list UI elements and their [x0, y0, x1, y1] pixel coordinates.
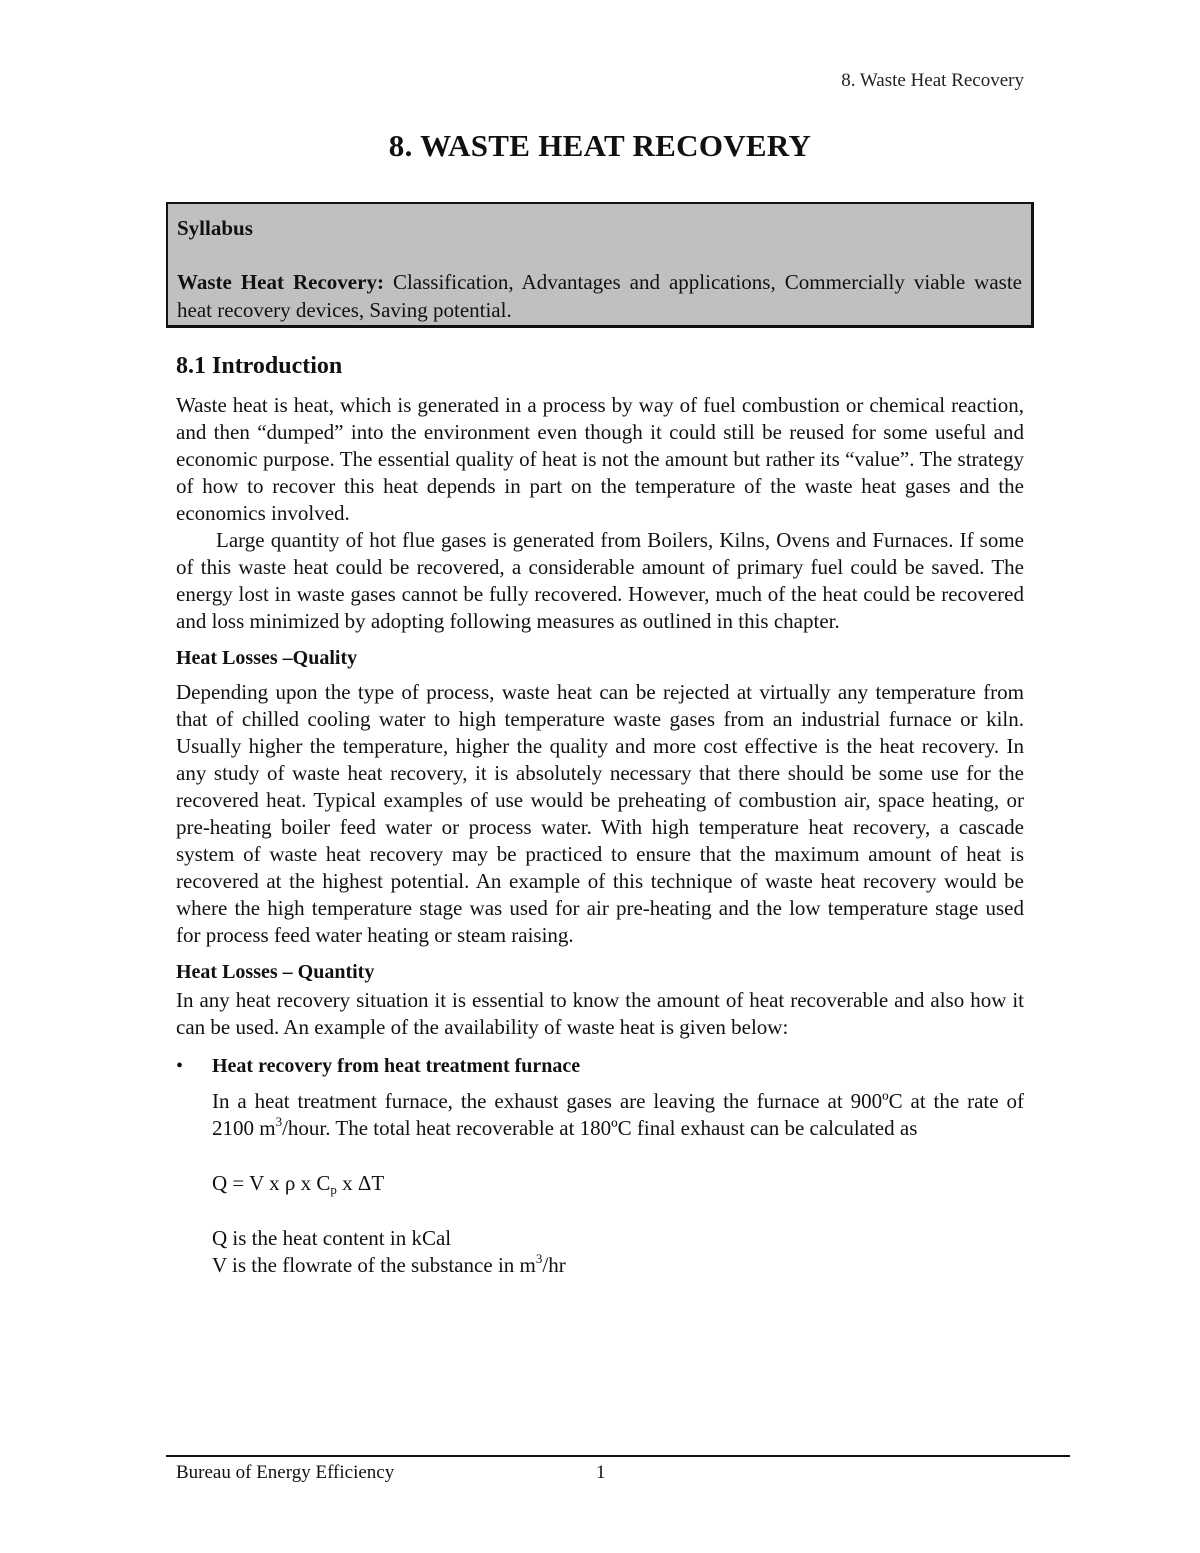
example-text-part-b: /hour. The total heat recoverable at 180ºC final exhaust can be calculated as	[282, 1116, 918, 1140]
bullet-icon: •	[176, 1055, 184, 1077]
example-heading: Heat recovery from heat treatment furnace	[212, 1055, 581, 1077]
intro-paragraph-1: Waste heat is heat, which is generated in a process by way of fuel combustion or chemical reaction, and then “dumped” into the environment even though it could still be reused for some useful and economic purpose. The essential quality of heat is not the amount but rather its “value”. The strategy of how to recover this heat depends in part on the temperature of the waste heat gases and the economics involved.	[176, 393, 1024, 525]
main-content	[176, 350, 1024, 1279]
example-paragraph	[212, 1088, 1024, 1142]
footer-organization: Bureau of Energy Efficiency	[176, 1462, 395, 1483]
subheading-quantity: Heat Losses – Quantity	[176, 961, 375, 983]
syllabus-text	[177, 268, 1022, 324]
formula-part-a: Q = V x ρ x C	[212, 1171, 331, 1195]
definition-v-superscript: 3	[535, 1251, 543, 1266]
intro-paragraph-2: Large quantity of hot flue gases is generated from Boilers, Kilns, Ovens and Furnaces. If some of this waste heat could be recovered, a considerable amount of primary fuel could be saved. The energy lost in waste gases cannot be fully recovered. However, much of the heat could be recovered and loss minimized by adopting following measures as outlined in this chapter.	[176, 528, 1024, 633]
heat-formula	[212, 1170, 1024, 1197]
syllabus-title: Syllabus	[177, 216, 253, 240]
quality-paragraph: Depending upon the type of process, waste heat can be rejected at virtually any temperature from that of chilled cooling water to high temperature waste gases from an industrial furnace or kiln. Usually higher the temperature, higher the quality and more cost effective is the heat recovery. In any study of waste heat recovery, it is absolutely necessary that there should be some use for the recovered heat. Typical examples of use would be preheating of combustion air, space heating, or pre-heating boiler feed water or process water. With high temperature heat recovery, a cascade system of waste heat recovery may be practiced to ensure that the maximum amount of heat is recovered at the highest potential. An example of this technique of waste heat recovery would be where the high temperature stage was used for air pre-heating and the low temperature stage used for process feed water heating or steam raising.	[176, 680, 1024, 947]
footer-divider	[166, 1455, 1070, 1457]
footer-page-number: 1	[596, 1462, 606, 1483]
syllabus-topic-label: Waste Heat Recovery:	[177, 270, 384, 294]
section-heading-introduction: 8.1 Introduction	[176, 353, 343, 379]
definition-q: Q is the heat content in kCal	[212, 1226, 452, 1250]
example-body	[212, 1088, 1024, 1279]
example-bullet-item	[176, 1053, 1024, 1080]
example-text-part-a: In a heat treatment furnace, the exhaust gases are leaving the furnace at 900ºC at the rate of 2100 m	[212, 1089, 1024, 1140]
syllabus-box	[166, 202, 1034, 328]
chapter-title: 8. WASTE HEAT RECOVERY	[388, 128, 812, 163]
definition-v-part-b: /hr	[542, 1253, 566, 1277]
formula-part-b: x ΔT	[336, 1171, 385, 1195]
example-text-superscript: 3	[275, 1114, 283, 1129]
running-header: 8. Waste Heat Recovery	[841, 70, 1024, 91]
formula-subscript: p	[330, 1182, 337, 1197]
syllabus-topic-text: Classification, Advantages and applications, Commercially viable waste heat recovery devices, Saving potential.	[177, 270, 1022, 322]
definition-v-part-a: V is the flowrate of the substance in m	[212, 1253, 536, 1277]
quantity-paragraph: In any heat recovery situation it is essential to know the amount of heat recoverable and also how it can be used. An example of the availability of waste heat is given below:	[176, 988, 1024, 1039]
subheading-quality: Heat Losses –Quality	[176, 647, 358, 669]
definition-v	[212, 1252, 1024, 1279]
